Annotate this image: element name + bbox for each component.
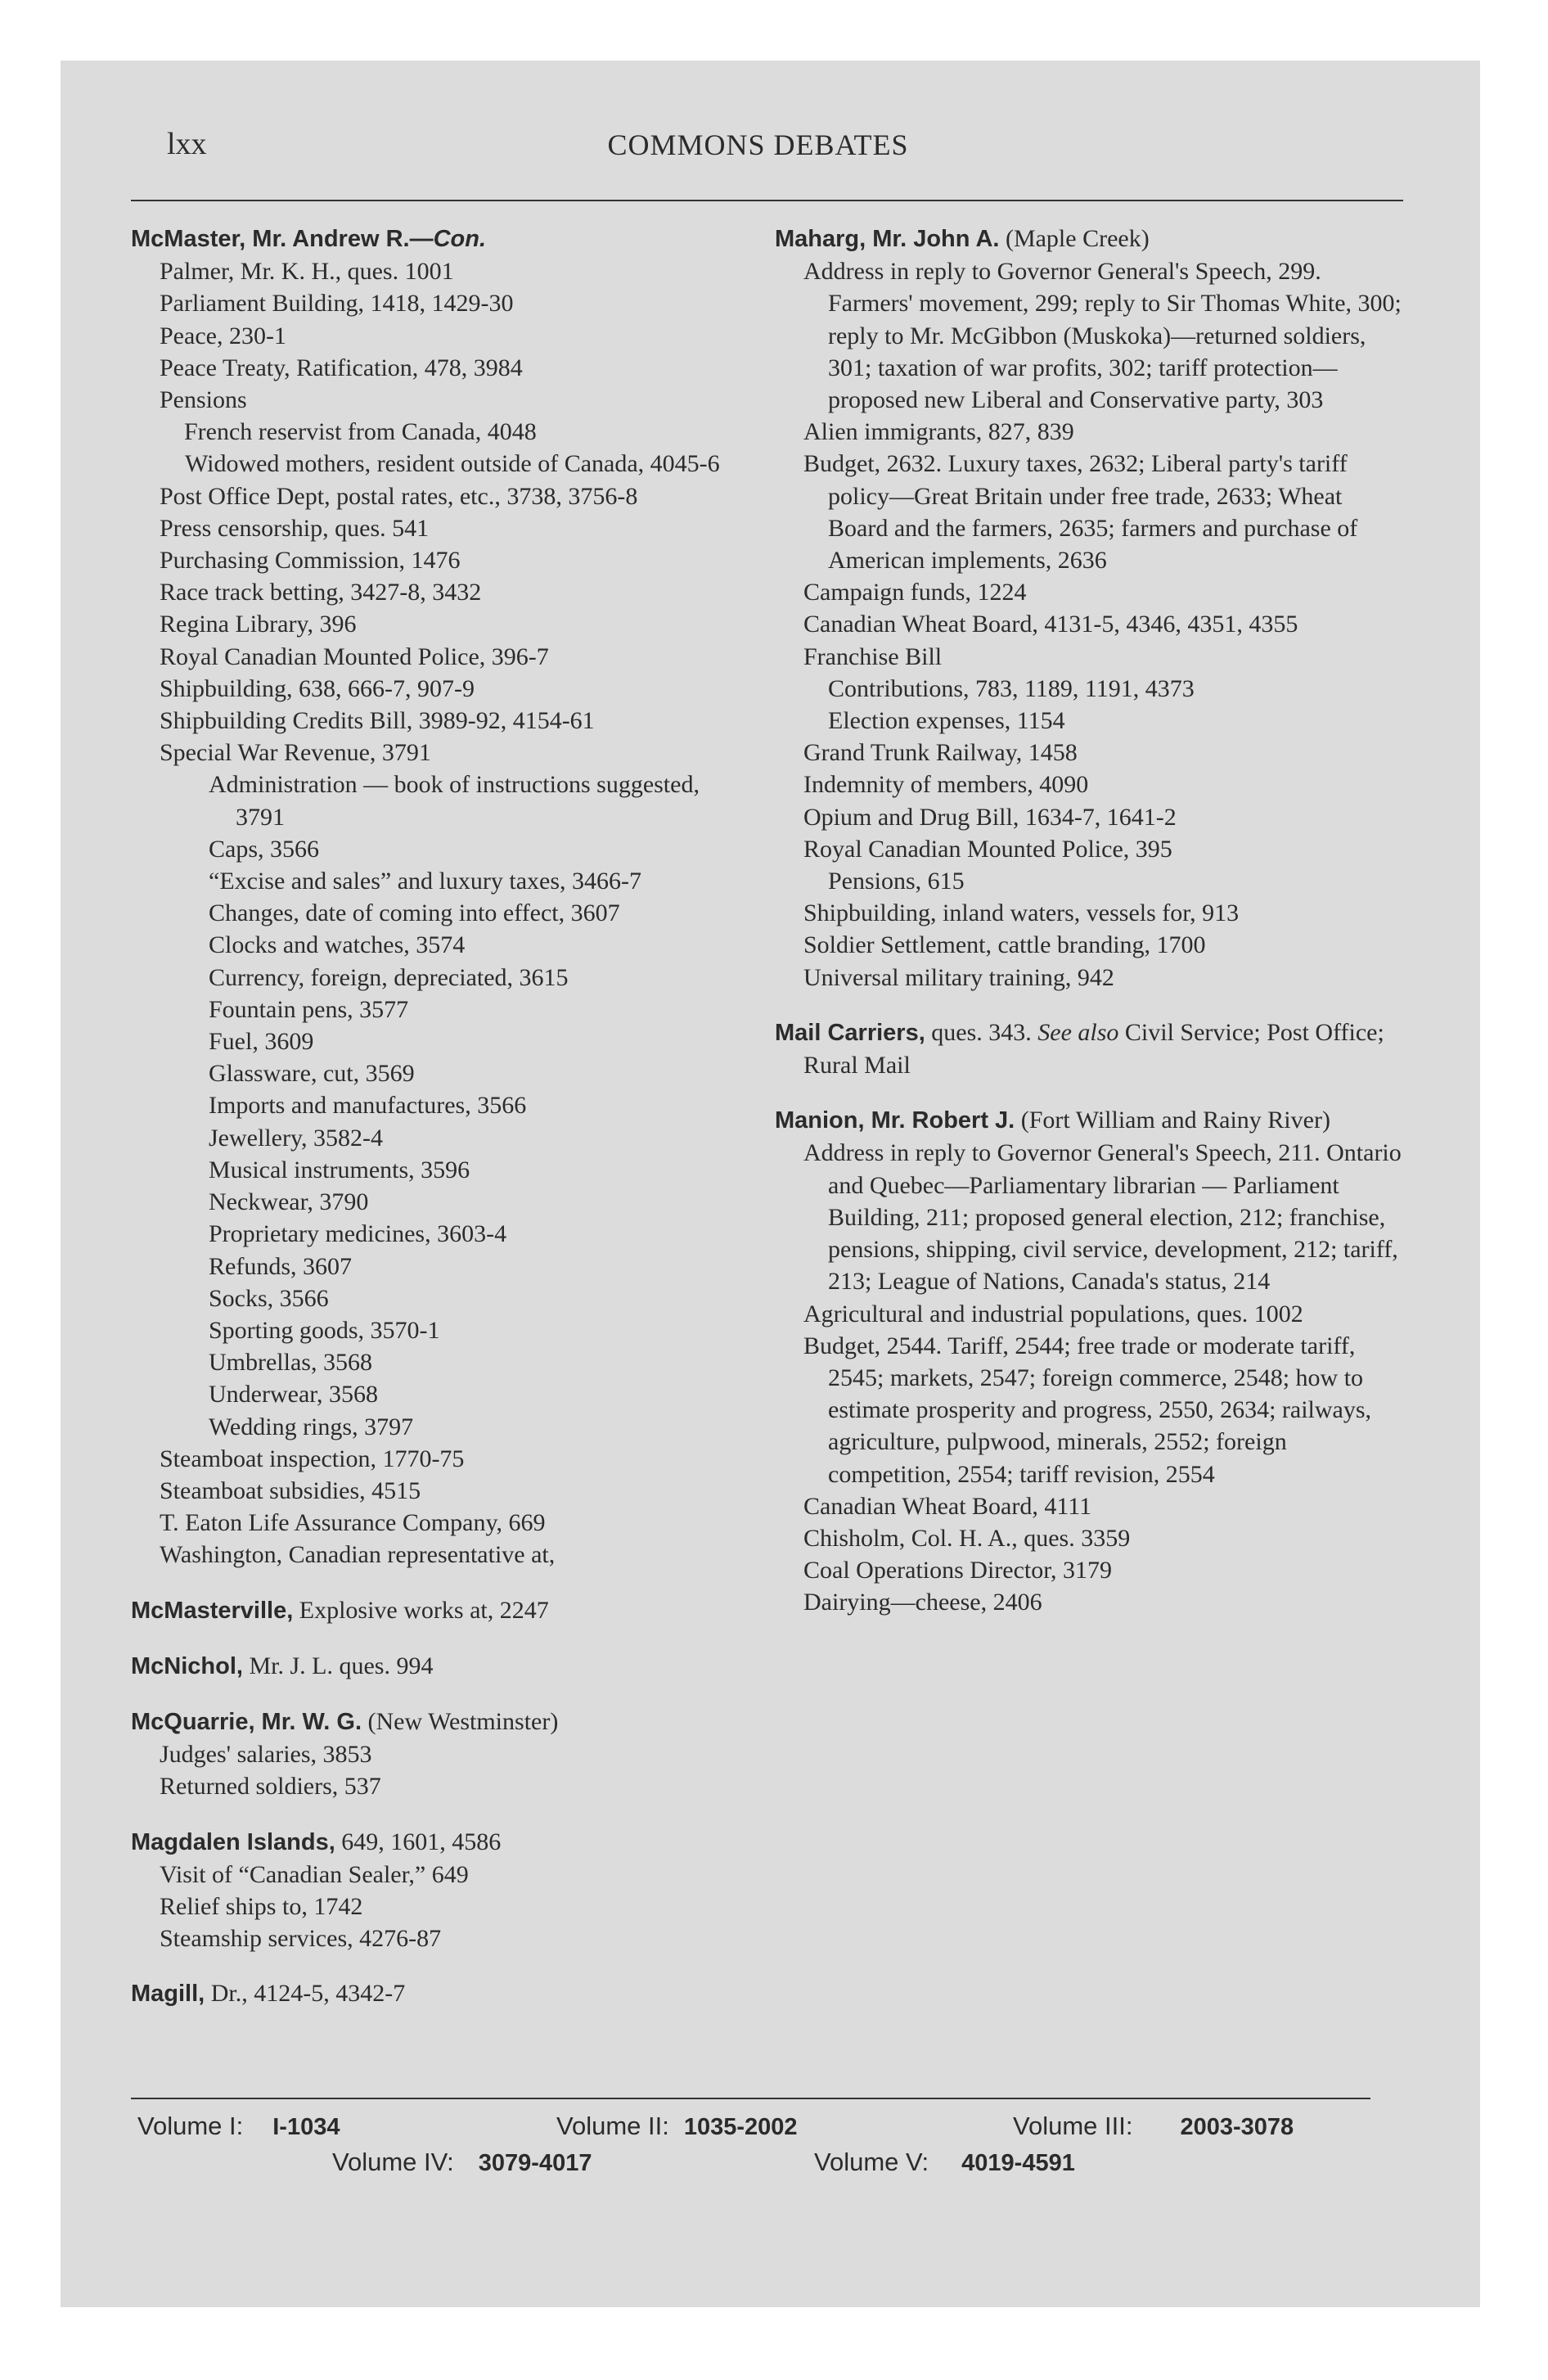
entry-gap: [775, 994, 1405, 1016]
heading-name: Mail Carriers,: [775, 1019, 925, 1046]
index-column-right: [775, 223, 1405, 1619]
volume-footer: [131, 2112, 1407, 2202]
index-subentry: Parliament Building, 1418, 1429-30: [160, 290, 514, 318]
index-subentry: Peace, 230-1: [160, 322, 286, 349]
index-subentry: Umbrellas, 3568: [209, 1349, 372, 1377]
index-subentry: Musical instruments, 3596: [209, 1156, 470, 1183]
index-subentry: Grand Trunk Railway, 1458: [803, 739, 1078, 767]
heading-name: McMasterville,: [131, 1597, 294, 1624]
index-subentry: Washington, Canadian representative at,: [160, 1541, 556, 1569]
index-subentry: Shipbuilding, 638, 666-7, 907-9: [160, 674, 475, 702]
index-heading: [131, 1826, 753, 1859]
index-subentry: Glassware, cut, 3569: [209, 1060, 415, 1088]
index-column-left: [131, 223, 753, 2011]
index-heading: [775, 1016, 1405, 1081]
index-subentry: Returned soldiers, 537: [160, 1773, 381, 1801]
index-subentry: Canadian Wheat Board, 4131-5, 4346, 4351, 4355: [803, 611, 1298, 638]
volume-label: Volume I:: [137, 2112, 244, 2140]
heading-continued: Con.: [433, 226, 487, 252]
index-subentry: Royal Canadian Mounted Police, 396-7: [160, 642, 549, 670]
index-subentry: Budget, 2632. Luxury taxes, 2632; Liberal party's tariff policy—Great Britain under free trade, 2633; Wheat Board and the farmers, 2635; farmers and purchase of American implements, 2636: [803, 450, 1358, 575]
entry-gap: [131, 1683, 753, 1706]
index-heading: [131, 1650, 753, 1683]
index-subentry: Proprietary medicines, 3603-4: [209, 1220, 507, 1248]
index-subentry: Relief ships to, 1742: [160, 1892, 363, 1920]
index-subentry: Peace Treaty, Ratification, 478, 3984: [160, 354, 523, 381]
index-subentry: Purchasing Commission, 1476: [160, 547, 461, 575]
heading-detail: See also: [1037, 1018, 1119, 1046]
index-subentry: Pensions, 615: [828, 868, 965, 895]
index-subentry: Chisholm, Col. H. A., ques. 3359: [803, 1524, 1131, 1552]
index-subentry: Dairying—cheese, 2406: [803, 1589, 1042, 1616]
index-subentry: Steamboat subsidies, 4515: [160, 1476, 421, 1504]
volume-label: Volume V:: [814, 2148, 929, 2176]
index-subentry: Campaign funds, 1224: [803, 579, 1027, 606]
index-subentry: Fountain pens, 3577: [209, 995, 409, 1023]
index-subentry: French reservist from Canada, 4048: [184, 418, 537, 446]
entry-gap: [131, 1627, 753, 1650]
volume-3: [1013, 2112, 1294, 2141]
index-subentry: Pensions: [160, 386, 247, 414]
index-subentry: Shipbuilding Credits Bill, 3989-92, 4154-61: [160, 707, 595, 735]
heading-detail: 649, 1601, 4586: [335, 1828, 502, 1855]
heading-name: Magill,: [131, 1981, 205, 2008]
index-subentry: Coal Operations Director, 3179: [803, 1557, 1113, 1584]
index-subentry: Imports and manufactures, 3566: [209, 1092, 527, 1120]
footer-rule: [131, 2098, 1370, 2099]
index-subentry: T. Eaton Life Assurance Company, 669: [160, 1509, 546, 1537]
heading-detail: Mr. J. L. ques. 994: [242, 1652, 434, 1679]
index-subentry: Post Office Dept, postal rates, etc., 3738, 3756-8: [160, 482, 638, 510]
index-subentry: Visit of “Canadian Sealer,” 649: [160, 1860, 469, 1888]
heading-detail: Dr., 4124-5, 4342-7: [205, 1980, 406, 2008]
index-heading: [131, 223, 753, 255]
volume-range: I-1034: [272, 2114, 340, 2140]
index-subentry: “Excise and sales” and luxury taxes, 3466-7: [209, 868, 641, 895]
index-subentry: Agricultural and industrial populations, ques. 1002: [803, 1300, 1303, 1327]
index-subentry: Jewellery, 3582-4: [209, 1124, 383, 1152]
index-subentry: Franchise Bill: [803, 642, 943, 670]
index-subentry: Budget, 2544. Tariff, 2544; free trade or moderate tariff, 2545; markets, 2547; foreign commerce, 2548; how to estimate prosperity and progress, 2550, 2634; railways, agriculture, pulpwood, minerals, 2552; foreign competition, 2554; tariff revision, 2554: [803, 1332, 1372, 1488]
index-subentry: Press censorship, ques. 541: [160, 514, 430, 542]
index-subentry: Address in reply to Governor General's Speech, 299. Farmers' movement, 299; reply to Sir Thomas White, 300; reply to Mr. McGibbon (Muskoka)—returned soldiers, 301; taxation of war profits, 302; tariff protection—proposed new Liberal and Conservative party, 303: [803, 258, 1402, 414]
index-subentry: Judges' salaries, 3853: [160, 1741, 372, 1769]
volume-range: 1035-2002: [683, 2114, 798, 2140]
index-heading: [775, 223, 1405, 255]
index-subentry: Election expenses, 1154: [828, 707, 1065, 735]
index-subentry: Clocks and watches, 3574: [209, 931, 466, 959]
index-subentry: Contributions, 783, 1189, 1191, 4373: [828, 674, 1195, 702]
index-subentry: Race track betting, 3427-8, 3432: [160, 579, 482, 606]
page-number: lxx: [167, 127, 207, 161]
heading-detail: (Fort William and Rainy River): [1015, 1107, 1330, 1134]
heading-detail: ques. 343.: [925, 1018, 1038, 1046]
index-subentry: Regina Library, 396: [160, 611, 357, 638]
index-subentry: Soldier Settlement, cattle branding, 1700: [803, 931, 1206, 959]
index-subentry: Indemnity of members, 4090: [803, 771, 1089, 799]
index-subentry: Shipbuilding, inland waters, vessels for, 913: [803, 899, 1240, 927]
volume-label: Volume IV:: [332, 2148, 454, 2176]
index-subentry: Wedding rings, 3797: [209, 1413, 414, 1440]
index-subentry: Royal Canadian Mounted Police, 395: [803, 835, 1172, 863]
heading-name: McMaster, Mr. Andrew R.—: [131, 226, 434, 252]
index-subentry: Changes, date of coming into effect, 3607: [209, 899, 620, 927]
heading-detail: (New Westminster): [362, 1707, 559, 1735]
entry-gap: [131, 1954, 753, 1977]
index-subentry: Palmer, Mr. K. H., ques. 1001: [160, 258, 454, 286]
volume-2: [556, 2112, 798, 2141]
index-subentry: Caps, 3566: [209, 835, 319, 863]
heading-name: McNichol,: [131, 1652, 243, 1679]
heading-name: McQuarrie, Mr. W. G.: [131, 1708, 362, 1735]
index-subentry: Special War Revenue, 3791: [160, 739, 431, 767]
index-heading: [131, 1977, 753, 2010]
heading-name: Magdalen Islands,: [131, 1828, 335, 1855]
heading-detail: Civil Service; Post Office; Rural Mail: [803, 1018, 1384, 1080]
page-header: [106, 123, 1410, 172]
running-title: COMMONS DEBATES: [607, 128, 909, 161]
header-rule: [131, 200, 1403, 201]
index-subentry: Alien immigrants, 827, 839: [803, 418, 1074, 446]
heading-name: Maharg, Mr. John A.: [775, 226, 1000, 252]
index-subentry: Administration — book of instructions suggested, 3791: [209, 771, 700, 831]
index-heading: [131, 1594, 753, 1627]
index-subentry: Universal military training, 942: [803, 963, 1114, 991]
index-heading: [131, 1706, 753, 1738]
volume-4: [332, 2148, 592, 2177]
index-heading: [775, 1104, 1405, 1137]
index-subentry: Fuel, 3609: [209, 1028, 314, 1056]
volume-label: Volume III:: [1013, 2112, 1133, 2140]
index-subentry: Widowed mothers, resident outside of Canada, 4045-6: [185, 450, 720, 478]
volume-5: [814, 2148, 1075, 2177]
heading-name: Manion, Mr. Robert J.: [775, 1107, 1015, 1134]
entry-gap: [131, 1571, 753, 1594]
entry-gap: [775, 1081, 1405, 1104]
heading-detail: Explosive works at, 2247: [293, 1596, 549, 1624]
index-subentry: Underwear, 3568: [209, 1381, 379, 1409]
index-subentry: Steamboat inspection, 1770-75: [160, 1445, 465, 1472]
index-subentry: Address in reply to Governor General's Speech, 211. Ontario and Quebec—Parliamentary librarian — Parliament Building, 211; proposed general election, 212; franchise, pensions, shipping, civil service, development, 212; tariff, 213; League of Nations, Canada's status, 214: [803, 1139, 1402, 1296]
index-subentry: Neckwear, 3790: [209, 1188, 369, 1216]
index-subentry: Canadian Wheat Board, 4111: [803, 1492, 1092, 1520]
index-subentry: Opium and Drug Bill, 1634-7, 1641-2: [803, 803, 1177, 831]
index-subentry: Sporting goods, 3570-1: [209, 1316, 440, 1344]
volume-range: 2003-3078: [1180, 2114, 1294, 2140]
volume-label: Volume II:: [556, 2112, 669, 2140]
volume-range: 4019-4591: [961, 2150, 1075, 2176]
entry-gap: [131, 1803, 753, 1826]
index-subentry: Steamship services, 4276-87: [160, 1925, 442, 1953]
index-subentry: Refunds, 3607: [209, 1252, 352, 1280]
index-subentry: Currency, foreign, depreciated, 3615: [209, 963, 569, 991]
index-subentry: Socks, 3566: [209, 1284, 329, 1312]
heading-detail: (Maple Creek): [999, 225, 1150, 252]
volume-range: 3079-4017: [478, 2150, 592, 2176]
volume-1: [137, 2112, 340, 2141]
